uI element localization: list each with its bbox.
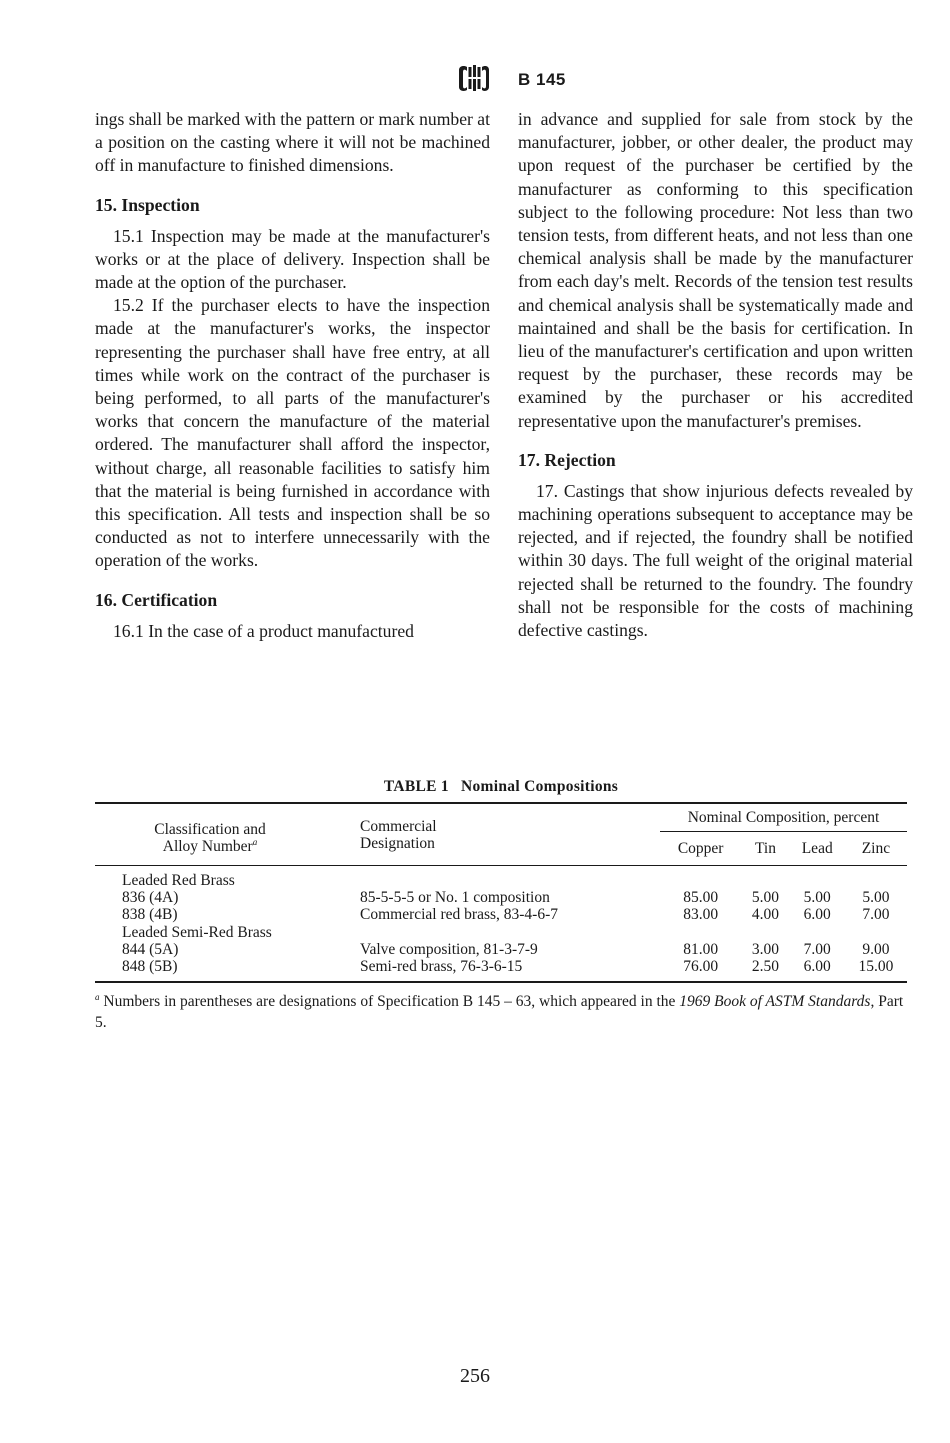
- column-header-classification: Classification and Alloy Number$^a$: [154, 820, 266, 855]
- heading-certification: 16. Certification: [95, 589, 218, 610]
- column-header-tin: Tin: [741, 832, 789, 866]
- column-spanner-nominal-composition: Nominal Composition, percent: [687, 809, 880, 826]
- table-group-row: Leaded Red Brass: [122, 872, 235, 889]
- heading-rejection: 17. Rejection: [518, 449, 616, 470]
- table-group-row: Leaded Semi-Red Brass: [122, 924, 272, 941]
- table-row: 838 (4B) Commercial red brass, 83-4-6-7 83.00 4.00 6.00 7.00: [122, 906, 890, 923]
- left-column: [95, 108, 490, 643]
- column-header-lead: Lead: [790, 832, 845, 866]
- astm-logo-icon: [455, 64, 493, 92]
- table-row: 836 (4A) 85-5-5-5 or No. 1 composition 85.00 5.00 5.00 5.00: [122, 889, 890, 906]
- table-row: 844 (5A) Valve composition, 81-3-7-9 81.00 3.00 7.00 9.00: [122, 941, 890, 958]
- table-row: 848 (5B) Semi-red brass, 76-3-6-15 76.00 2.50 6.00 15.00: [122, 958, 894, 975]
- table-title: Nominal Compositions: [460, 778, 619, 795]
- column-header-designation: Commercial Designation: [360, 817, 437, 852]
- heading-inspection: 15. Inspection: [95, 194, 200, 215]
- standard-designation: B 145: [518, 70, 566, 89]
- right-column: [518, 108, 913, 642]
- paragraph-16-1-continued: in advance and supplied for sale from stock by the manufacturer, jobber, or other dealer, the product may upon request of the purchaser be certified by the manufacturer as conforming to this specification subject to the following procedure: Not less than two tension tests, from different heats, and not less than one chemical analysis shall be made by the manufacturer from each day's melt. Records of the tension test results and chemical analysis shall be systematically made and maintained and shall be the basis for certification. In lieu of the manufacturer's certification and upon written request by the purchaser, these records may be examined by the purchaser or his accredited representative upon the manufacturer's premises.: [518, 109, 913, 431]
- column-header-zinc: Zinc: [845, 832, 907, 866]
- paragraph-15-1: 15.1 Inspection may be made at the manufacturer's works or at the place of delivery. Inspection shall be made at the option of the purchaser.: [95, 225, 490, 293]
- table-bottom-rule: [95, 981, 907, 983]
- nominal-compositions-table: [95, 778, 907, 1033]
- page-number: 256: [460, 1365, 490, 1387]
- paragraph-17: 17. Castings that show injurious defects revealed by machining operations subsequent to acceptance may be rejected, and if rejected, the foundry shall be notified within 30 days. The full weight of the original material rejected shall be returned to the foundry. The foundry shall not be responsible for the costs of machining defective castings.: [518, 480, 913, 641]
- table-footnote: $^a$ Numbers in parentheses are designations of Specification B 145 – 63, which appeared in the 1969 Book of ASTM Standards, Part 5.: [95, 991, 904, 1031]
- paragraph-intro: ings shall be marked with the pattern or mark number at a position on the casting where it will not be machined off in manufacture to finished dimensions.: [95, 109, 490, 176]
- paragraph-16-1-start: 16.1 In the case of a product manufactured: [113, 620, 414, 641]
- paragraph-15-2: 15.2 If the purchaser elects to have the inspection made at the manufacturer's works, the inspector representing the purchaser shall have free entry, at all times while work on the contract of the purchaser is being performed, to all parts of the manufacturer's works that concern the manufacture of the material ordered. The manufacturer shall afford the inspector, without charge, all reasonable facilities to satisfy him that the material is being furnished in accordance with this specification. All tests and inspection shall be so conducted as not to interfere unnecessarily with the operation of the works.: [95, 295, 490, 571]
- footnote-marker: a: [252, 836, 258, 847]
- page-header: [0, 64, 950, 94]
- table-number: TABLE 1: [383, 778, 449, 795]
- column-header-copper: Copper: [660, 832, 741, 866]
- table-caption: [95, 778, 907, 796]
